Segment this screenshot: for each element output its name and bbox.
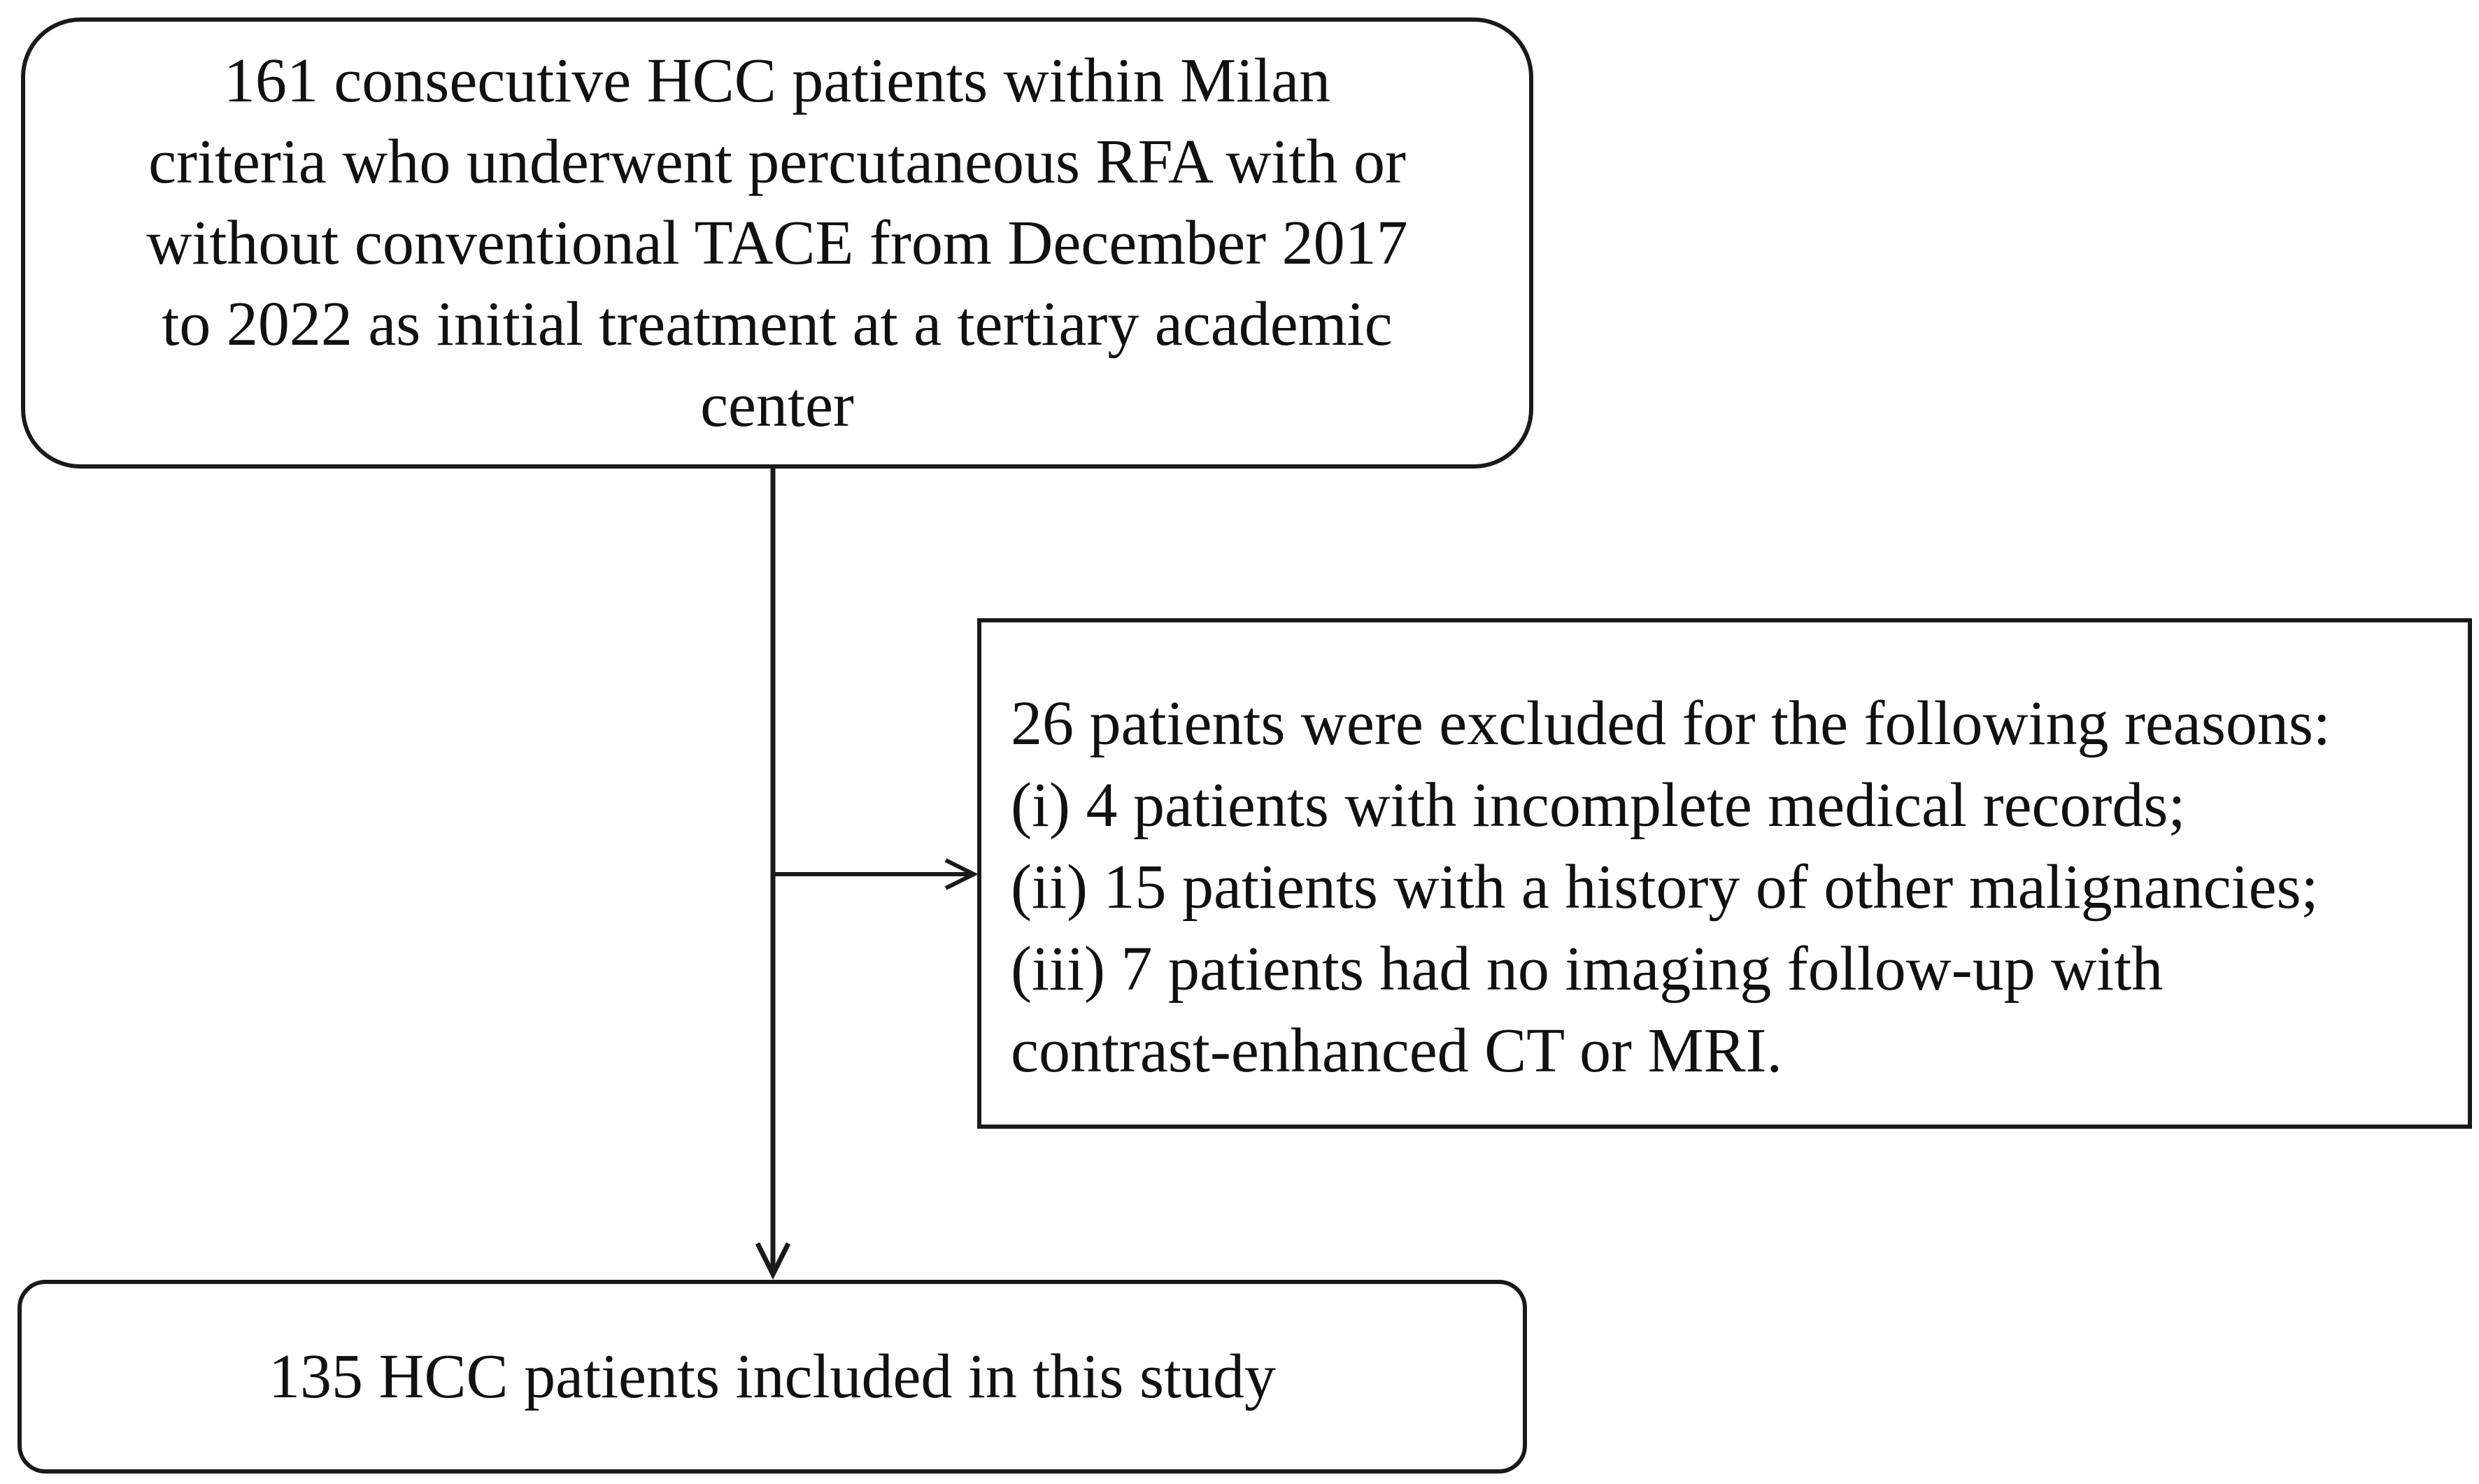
included-patients-text: 135 HCC patients included in this study [269,1341,1276,1411]
exclusion-reason-i: (i) 4 patients with incomplete medical records; [1011,771,2186,840]
eligible-patients-line: to 2022 as initial treatment at a tertiary academic [162,289,1393,359]
eligible-patients-box [21,17,1533,469]
exclusion-reason-iii: (iii) 7 patients had no imaging follow-up with [1011,934,2164,1004]
exclusion-reason-iii-continued: contrast-enhanced CT or MRI. [1011,1016,1783,1085]
eligible-patients-line: criteria who underwent percutaneous RFA with or [148,127,1406,197]
exclusion-box [977,618,2472,1129]
eligible-patients-text [146,41,1407,446]
exclusion-reason-ii: (ii) 15 patients with a history of other malignancies; [1011,852,2319,922]
eligible-patients-line: center [700,370,854,440]
included-patients-box [17,1280,1527,1474]
eligible-patients-line: without conventional TACE from December 2017 [146,208,1408,278]
exclusion-summary: 26 patients were excluded for the following reasons: [1011,689,2331,758]
eligible-patients-line: 161 consecutive HCC patients within Milan [223,45,1331,115]
